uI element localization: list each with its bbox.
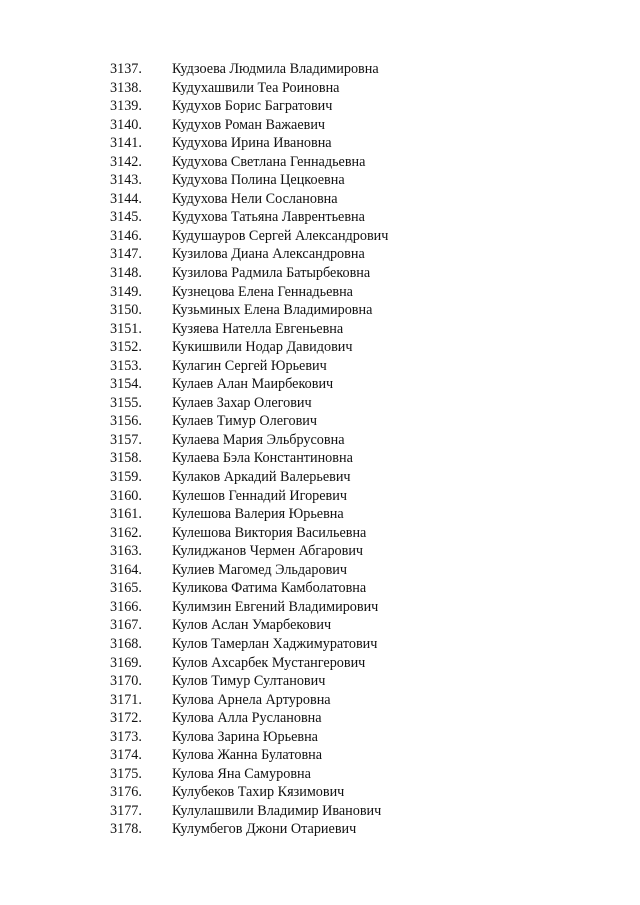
entry-number: 3171. [110,691,142,708]
entry-number: 3138. [110,79,142,96]
entry-name: Кулагин Сергей Юрьевич [172,357,327,374]
list-item [0,654,640,673]
list-item [0,375,640,394]
entry-number: 3172. [110,710,142,727]
list-item [0,264,640,283]
list-item [0,301,640,320]
list-item [0,134,640,153]
entry-number: 3150. [110,302,142,319]
list-item [0,616,640,635]
entry-number: 3173. [110,728,142,745]
entry-number: 3155. [110,394,142,411]
list-item [0,338,640,357]
entry-name: Кулешова Валерия Юрьевна [172,506,344,523]
entry-name: Кулаков Аркадий Валерьевич [172,469,351,486]
entry-name: Кузилова Диана Александровна [172,246,365,263]
entry-number: 3175. [110,765,142,782]
entry-number: 3163. [110,543,142,560]
list-item [0,227,640,246]
entry-name: Кулиев Магомед Эльдарович [172,561,347,578]
list-item [0,357,640,376]
entry-name: Кузяева Нателла Евгеньевна [172,320,344,337]
entry-number: 3149. [110,283,142,300]
entry-number: 3160. [110,487,142,504]
entry-number: 3166. [110,598,142,615]
entry-number: 3137. [110,61,142,77]
list-item [0,802,640,821]
name-list [0,60,640,839]
entry-name: Кулов Тамерлан Хаджимуратович [172,635,378,652]
entry-number: 3144. [110,190,142,207]
entry-name: Кулов Ахсарбек Мустангерович [172,654,366,671]
entry-number: 3142. [110,153,142,170]
entry-name: Кулов Аслан Умарбекович [172,617,332,634]
entry-name: Кулаева Бэла Константиновна [172,450,353,467]
list-item [0,449,640,468]
entry-name: Кулаев Захар Олегович [172,394,312,411]
entry-name: Кузнецова Елена Геннадьевна [172,283,353,300]
entry-name: Кулулашвили Владимир Иванович [172,802,382,819]
entry-number: 3158. [110,450,142,467]
entry-number: 3145. [110,209,142,226]
list-item [0,691,640,710]
entry-number: 3148. [110,265,142,282]
list-item [0,208,640,227]
list-item [0,746,640,765]
entry-number: 3143. [110,172,142,189]
list-item [0,171,640,190]
entry-number: 3146. [110,227,142,244]
list-item [0,153,640,172]
entry-name: Кулова Яна Самуровна [172,765,311,782]
entry-name: Кулаев Тимур Олегович [172,413,318,430]
entry-number: 3164. [110,561,142,578]
list-item [0,561,640,580]
entry-name: Кузьминых Елена Владимировна [172,302,373,319]
list-item [0,709,640,728]
entry-name: Кудухова Ирина Ивановна [172,135,332,152]
entry-number: 3152. [110,339,142,356]
entry-number: 3154. [110,376,142,393]
list-item [0,598,640,617]
entry-name: Кудухова Татьяна Лаврентьевна [172,209,365,226]
entry-name: Кулешов Геннадий Игоревич [172,487,347,504]
list-item [0,116,640,135]
entry-name: Куликова Фатима Камболатовна [172,580,367,597]
list-item [0,394,640,413]
entry-name: Кулов Тимур Султанович [172,673,326,690]
list-item [0,505,640,524]
list-item [0,783,640,802]
list-item [0,97,640,116]
entry-name: Кудухова Нели Сослановна [172,190,338,207]
entry-name: Кудушауров Сергей Александрович [172,227,389,244]
entry-number: 3153. [110,357,142,374]
entry-number: 3168. [110,635,142,652]
entry-number: 3165. [110,580,142,597]
entry-number: 3170. [110,673,142,690]
entry-name: Кудухова Полина Цецкоевна [172,172,345,189]
entry-number: 3151. [110,320,142,337]
entry-name: Кулова Алла Руслановна [172,710,322,727]
list-item [0,190,640,209]
list-item [0,728,640,747]
list-item [0,635,640,654]
entry-number: 3178. [110,821,142,838]
entry-number: 3177. [110,802,142,819]
entry-name: Кукишвили Нодар Давидович [172,339,353,356]
entry-number: 3167. [110,617,142,634]
entry-name: Кулиджанов Чермен Абгарович [172,543,364,560]
entry-name: Кулаев Алан Маирбекович [172,376,334,393]
entry-name: Кулубеков Тахир Кязимович [172,784,345,801]
list-item [0,820,640,839]
entry-name: Кулова Зарина Юрьевна [172,728,318,745]
list-item [0,79,640,98]
entry-number: 3169. [110,654,142,671]
entry-number: 3176. [110,784,142,801]
entry-number: 3140. [110,116,142,133]
entry-name: Кузилова Радмила Батырбековна [172,265,371,282]
entry-name: Кулова Арнела Артуровна [172,691,331,708]
entry-name: Кудухов Борис Багратович [172,98,333,115]
entry-number: 3157. [110,431,142,448]
entry-name: Кудухашвили Теа Роиновна [172,79,340,96]
list-item [0,579,640,598]
list-item [0,60,640,79]
list-item [0,412,640,431]
entry-number: 3159. [110,469,142,486]
entry-name: Кулешова Виктория Васильевна [172,524,367,541]
entry-name: Кудухов Роман Важаевич [172,116,326,133]
entry-name: Кулумбегов Джони Отариевич [172,821,357,838]
list-item [0,542,640,561]
entry-number: 3141. [110,135,142,152]
entry-name: Кудзоева Людмила Владимировна [172,61,379,77]
list-item [0,765,640,784]
entry-name: Кулова Жанна Булатовна [172,747,323,764]
entry-number: 3139. [110,98,142,115]
entry-number: 3147. [110,246,142,263]
entry-number: 3161. [110,506,142,523]
list-item [0,468,640,487]
list-item [0,431,640,450]
list-item [0,283,640,302]
list-item [0,320,640,339]
entry-number: 3174. [110,747,142,764]
entry-name: Кудухова Светлана Геннадьевна [172,153,366,170]
entry-name: Кулаева Мария Эльбрусовна [172,431,345,448]
entry-number: 3156. [110,413,142,430]
list-item [0,672,640,691]
list-item [0,487,640,506]
entry-name: Кулимзин Евгений Владимирович [172,598,379,615]
list-item [0,524,640,543]
entry-number: 3162. [110,524,142,541]
list-item [0,245,640,264]
